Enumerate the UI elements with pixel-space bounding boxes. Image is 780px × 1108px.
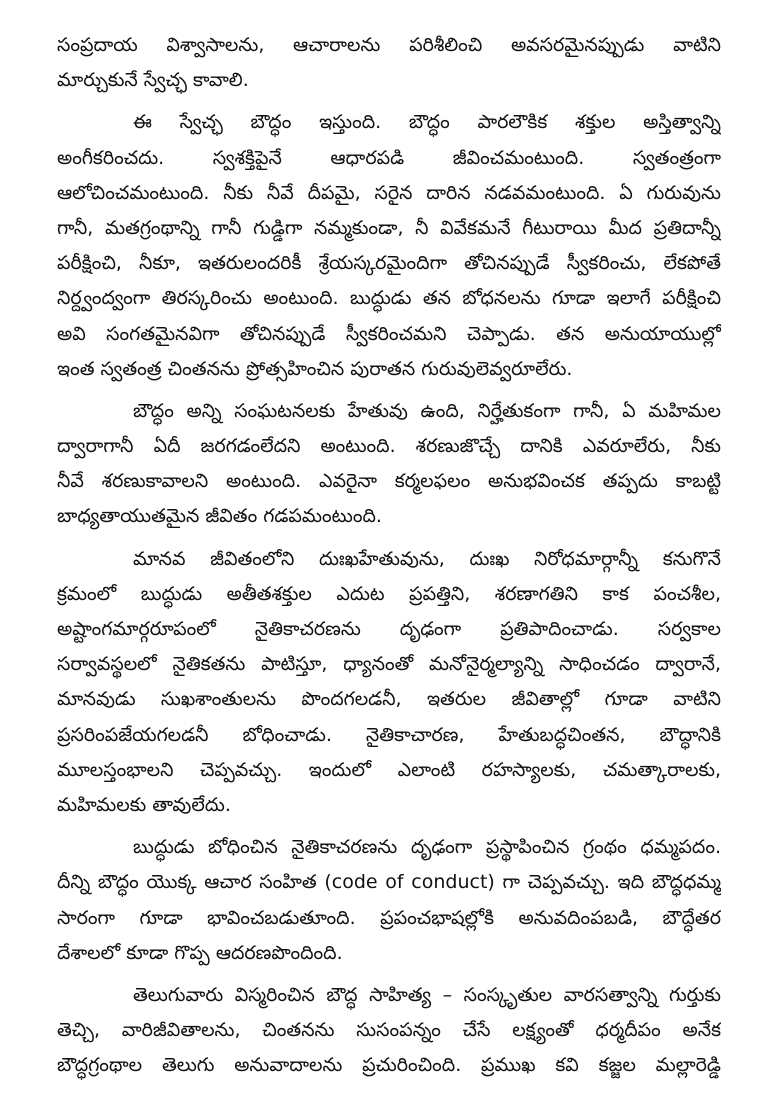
text-line: సంప్రదాయ విశ్వాసాలను, ఆచారాలను పరిశీలించి అవసరమైనప్పుడు వాటిని [57,34,721,56]
text-line: ఆలోచించమంటుంది. నీకు నీవే దీపమై, సరైన దారిన నడవమంటుంది. ఏ గురువును [57,181,721,204]
text-line: సారంగా గూడా భావించబడుతూంది. ప్రపంచభాషల్లోకి అనువదింపబడి, బౌద్ధేతర [57,906,721,929]
text-line: సర్వావస్థలలో నైతికతను పాటిస్తూ, ధ్యానంతో మనోనైర్మల్యాన్ని సాధించడం ద్వారానే, [57,653,721,676]
text-line: తెచ్చి, వారిజీవితాలను, చింతనను సుసంపన్నం చేసే లక్ష్యంతో ధర్మదీపం అనేక [57,1019,721,1042]
text-line: అంగీకరించదు. స్వశక్తిపైనే ఆధారపడి జీవించమంటుంది. స్వతంత్రంగా [57,146,721,169]
text-line: దీన్ని బౌద్ధం యొక్క ఆచార సంహిత (code of conduct) గా చెప్పవచ్చు. ఇది బౌద్ధధమ్మ [57,871,721,894]
text-line: మహిమలకు తావులేదు. [57,793,231,816]
text-line: దేశాలలో కూడా గొప్ప ఆదరణపొందింది. [57,941,343,964]
text-line: బుద్ధుడు బోధించిన నైతికాచరణను దృఢంగా ప్రస్థాపించిన గ్రంథం ధమ్మపదం. [133,836,721,859]
text-line: ప్రసరింపజేయగలడనీ బోధించాడు. నైతికాచారణ, హేతుబద్ధచింతన, బౌద్ధానికి [57,723,721,746]
paragraph [57,394,721,535]
text-line: ఇంత స్వతంత్ర చింతనను ప్రోత్సహించిన పురాతన గురువులెవ్వరూలేరు. [57,357,573,380]
paragraph [57,105,721,387]
text-line: మూలస్తంభాలని చెప్పవచ్చు. ఇందులో ఎలాంటి రహస్యాలకు, చమత్కారాలకు, [57,758,721,781]
text-line: బాధ్యతాయుతమైన జీవితం గడపమంటుంది. [57,505,382,528]
text-line: మార్చుకునే స్వేచ్ఛ కావాలి. [57,69,249,92]
text-line: అవి సంగతమైనవిగా తోచినప్పుడే స్వీకరించమని చెప్పాడు. తన అనుయాయుల్లో [57,322,721,345]
text-line: బౌద్ధగ్రంథాల తెలుగు అనువాదాలను ప్రచురించింది. ప్రముఖ కవి కజ్జల మల్లారెడ్డి [57,1054,721,1077]
paragraph [57,28,721,98]
text-line: అష్టాంగమార్గరూపంలో నైతికాచరణను దృఢంగా ప్రతిపాదించాడు. సర్వకాల [57,618,721,640]
paragraph [57,978,721,1084]
text-line: మానవ జీవితంలోని దుఃఖహేతువును, దుఃఖ నిరోధమార్గాన్నీ కనుగొనే [133,547,721,570]
text-line: ద్వారాగానీ ఏదీ జరగడంలేదని అంటుంది. శరణుజొచ్చే దానికి ఎవరూలేరు, నీకు [57,435,721,458]
text-line: క్రమంలో బుద్ధుడు అతీతశక్తుల ఎదుట ప్రపత్తిని, శరణాగతిని కాక పంచశీల, [57,582,721,605]
text-line: నీవే శరణుకావాలని అంటుంది. ఎవరైనా కర్మలఫలం అనుభవించక తప్పదు కాబట్టి [57,470,721,493]
text-line: మానవుడు సుఖశాంతులను పొందగలడనీ, ఇతరుల జీవితాల్లో గూడా వాటిని [57,688,721,711]
document-page [57,28,721,1090]
text-line: ఈ స్వేచ్ఛ బౌద్ధం ఇస్తుంది. బౌద్ధం పారలౌకిక శక్తుల అస్తిత్వాన్ని [133,111,721,134]
text-line: నిర్ద్వంద్వంగా తిరస్కరించు అంటుంది. బుద్ధుడు తన బోధనలను గూడా ఇలాగే పరీక్షించి [57,287,721,310]
text-line: బౌద్ధం అన్ని సంఘటనలకు హేతువు ఉంది, నిర్హేతుకంగా గానీ, ఏ మహిమల [133,399,721,422]
text-line: గానీ, మతగ్రంథాన్ని గానీ గుడ్డిగా నమ్మకుండా, నీ వివేకమనే గీటురాయి మీద ప్రతిదాన్నీ [57,216,721,239]
text-line: తెలుగువారు విస్మరించిన బౌద్ధ సాహిత్య – సంస్కృతుల వారసత్వాన్ని గుర్తుకు [133,983,721,1006]
paragraph [57,830,721,971]
paragraph [57,542,721,824]
text-line: పరీక్షించి, నీకూ, ఇతరులందరికీ శ్రేయస్కరమైందిగా తోచినప్పుడే స్వీకరించు, లేకపోతే [57,252,721,275]
